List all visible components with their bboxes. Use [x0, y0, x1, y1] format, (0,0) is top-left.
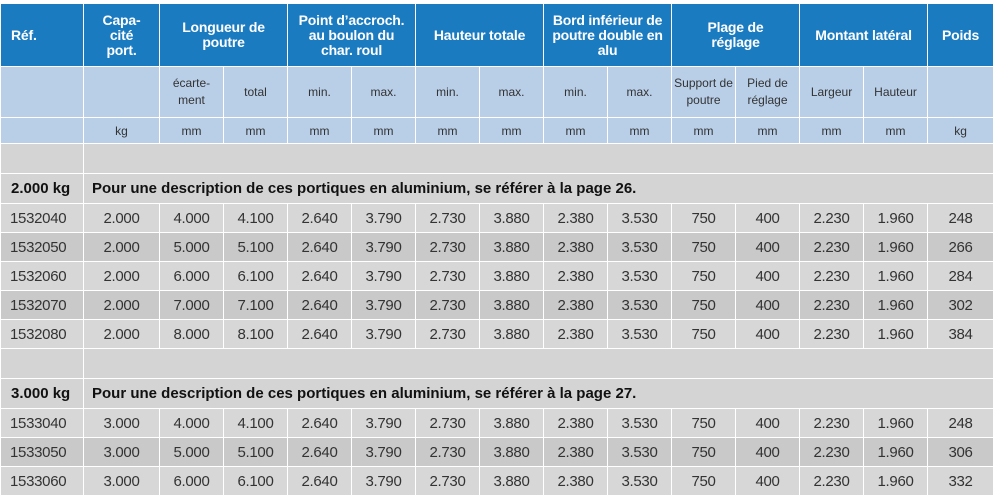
data-cell: 3.790	[352, 409, 416, 438]
table-row	[1, 438, 993, 467]
data-cell: 400	[736, 467, 800, 496]
data-cell: 2.230	[800, 291, 864, 320]
unit-cell: kg	[928, 118, 993, 144]
group-capacity-label: 2.000 kg	[1, 174, 84, 204]
data-cell: 6.100	[224, 262, 288, 291]
ref-cell: 1532060	[1, 262, 84, 291]
data-cell: 3.880	[480, 233, 544, 262]
data-cell: 400	[736, 262, 800, 291]
data-cell: 5.100	[224, 233, 288, 262]
data-cell: 3.000	[84, 409, 160, 438]
header-hauteur-totale: Hauteur totale	[416, 4, 544, 67]
unit-cell: mm	[544, 118, 608, 144]
data-cell: 2.730	[416, 262, 480, 291]
unit-cell: mm	[736, 118, 800, 144]
header-ref: Réf.	[1, 4, 84, 67]
data-cell: 5.000	[160, 438, 224, 467]
header-capacite-label: Capa-cité port.	[97, 13, 147, 58]
data-cell: 3.530	[608, 438, 672, 467]
subheader-total: total	[224, 67, 288, 118]
header-capacite	[84, 4, 160, 67]
data-cell: 2.640	[288, 291, 352, 320]
header-plage-reglage	[672, 4, 800, 67]
data-cell: 2.640	[288, 204, 352, 233]
data-cell: 1.960	[864, 204, 928, 233]
subheader-row	[1, 67, 993, 118]
unit-cell: mm	[800, 118, 864, 144]
data-cell: 750	[672, 262, 736, 291]
data-cell: 3.790	[352, 291, 416, 320]
data-cell: 2.640	[288, 438, 352, 467]
data-cell: 6.100	[224, 467, 288, 496]
subheader-empty-capacite	[84, 67, 160, 118]
data-cell: 3.530	[608, 204, 672, 233]
data-cell: 3.530	[608, 467, 672, 496]
data-cell: 4.100	[224, 409, 288, 438]
table-row	[1, 262, 993, 291]
data-cell: 400	[736, 320, 800, 349]
data-cell: 1.960	[864, 233, 928, 262]
data-cell: 2.000	[84, 204, 160, 233]
data-cell: 3.790	[352, 467, 416, 496]
data-cell: 3.000	[84, 438, 160, 467]
data-cell: 2.730	[416, 409, 480, 438]
header-longueur	[160, 4, 288, 67]
data-cell: 2.230	[800, 233, 864, 262]
subheader-hauteur-max: max.	[480, 67, 544, 118]
data-cell: 3.790	[352, 233, 416, 262]
data-cell: 6.000	[160, 262, 224, 291]
table-row	[1, 291, 993, 320]
spacer-cell	[84, 349, 993, 379]
table-row	[1, 320, 993, 349]
table-body	[1, 144, 993, 496]
units-row	[1, 118, 993, 144]
data-cell: 284	[928, 262, 993, 291]
ref-cell: 1533050	[1, 438, 84, 467]
unit-cell: mm	[224, 118, 288, 144]
data-cell: 3.880	[480, 320, 544, 349]
data-cell: 2.380	[544, 233, 608, 262]
data-cell: 2.380	[544, 262, 608, 291]
subheader-bord-min: min.	[544, 67, 608, 118]
data-cell: 302	[928, 291, 993, 320]
header-bord-label: Bord inférieur de poutre double en alu	[549, 13, 667, 58]
group-description: Pour une description de ces portiques en aluminium, se référer à la page 26.	[84, 174, 993, 204]
data-cell: 3.790	[352, 262, 416, 291]
data-cell: 2.380	[544, 320, 608, 349]
subheader-empty-poids	[928, 67, 993, 118]
data-cell: 2.000	[84, 320, 160, 349]
unit-cell: mm	[416, 118, 480, 144]
subheader-largeur: Largeur	[800, 67, 864, 118]
data-cell: 3.000	[84, 467, 160, 496]
data-cell: 4.000	[160, 204, 224, 233]
ref-cell: 1532050	[1, 233, 84, 262]
subheader-hauteur: Hauteur	[864, 67, 928, 118]
data-cell: 3.530	[608, 233, 672, 262]
spacer-cell	[1, 144, 84, 174]
unit-cell: mm	[672, 118, 736, 144]
data-cell: 3.880	[480, 438, 544, 467]
data-cell: 5.100	[224, 438, 288, 467]
data-cell: 2.380	[544, 204, 608, 233]
data-cell: 2.000	[84, 291, 160, 320]
data-cell: 2.380	[544, 438, 608, 467]
header-poids: Poids	[928, 4, 993, 67]
data-cell: 8.100	[224, 320, 288, 349]
data-cell: 750	[672, 291, 736, 320]
data-cell: 248	[928, 204, 993, 233]
subheader-bord-max: max.	[608, 67, 672, 118]
header-plage-label: Plage de réglage	[696, 20, 776, 50]
data-cell: 3.880	[480, 262, 544, 291]
table-row	[1, 409, 993, 438]
data-cell: 2.730	[416, 467, 480, 496]
data-cell: 2.640	[288, 233, 352, 262]
data-cell: 750	[672, 320, 736, 349]
data-cell: 6.000	[160, 467, 224, 496]
data-cell: 2.230	[800, 409, 864, 438]
data-cell: 750	[672, 438, 736, 467]
data-cell: 750	[672, 467, 736, 496]
data-cell: 3.880	[480, 204, 544, 233]
data-cell: 4.100	[224, 204, 288, 233]
data-cell: 7.000	[160, 291, 224, 320]
data-cell: 3.530	[608, 291, 672, 320]
subheader-ecartement-label: écarte-ment	[170, 75, 214, 109]
data-cell: 3.790	[352, 204, 416, 233]
data-cell: 2.730	[416, 438, 480, 467]
header-point-label: Point d’accroch. au boulon du char. roul	[293, 13, 411, 58]
data-cell: 2.380	[544, 467, 608, 496]
data-cell: 1.960	[864, 291, 928, 320]
data-cell: 248	[928, 409, 993, 438]
data-cell: 3.530	[608, 409, 672, 438]
unit-cell: mm	[352, 118, 416, 144]
header-longueur-label: Longueur de poutre	[174, 20, 274, 50]
data-cell: 8.000	[160, 320, 224, 349]
data-cell: 2.230	[800, 320, 864, 349]
data-cell: 266	[928, 233, 993, 262]
data-cell: 2.230	[800, 262, 864, 291]
data-cell: 2.730	[416, 233, 480, 262]
data-cell: 2.730	[416, 204, 480, 233]
subheader-empty-ref	[1, 67, 84, 118]
data-cell: 1.960	[864, 320, 928, 349]
data-cell: 3.790	[352, 320, 416, 349]
data-cell: 2.230	[800, 204, 864, 233]
spacer-row	[1, 144, 993, 174]
data-cell: 306	[928, 438, 993, 467]
data-cell: 750	[672, 204, 736, 233]
data-cell: 2.000	[84, 233, 160, 262]
data-cell: 750	[672, 409, 736, 438]
data-cell: 400	[736, 204, 800, 233]
table-row	[1, 233, 993, 262]
table-row	[1, 467, 993, 496]
subheader-ecartement	[160, 67, 224, 118]
data-cell: 384	[928, 320, 993, 349]
data-cell: 3.530	[608, 320, 672, 349]
data-cell: 3.880	[480, 291, 544, 320]
data-cell: 1.960	[864, 438, 928, 467]
data-cell: 2.380	[544, 409, 608, 438]
unit-cell: mm	[288, 118, 352, 144]
data-cell: 1.960	[864, 262, 928, 291]
spacer-cell	[84, 144, 993, 174]
data-cell: 3.880	[480, 467, 544, 496]
data-cell: 3.880	[480, 409, 544, 438]
subheader-pied-label: Pied de réglage	[743, 75, 793, 109]
unit-cell: mm	[160, 118, 224, 144]
data-cell: 400	[736, 291, 800, 320]
group-description: Pour une description de ces portiques en aluminium, se référer à la page 27.	[84, 379, 993, 409]
data-cell: 7.100	[224, 291, 288, 320]
subheader-point-min: min.	[288, 67, 352, 118]
data-cell: 2.000	[84, 262, 160, 291]
ref-cell: 1533040	[1, 409, 84, 438]
unit-cell	[1, 118, 84, 144]
data-cell: 400	[736, 233, 800, 262]
data-cell: 5.000	[160, 233, 224, 262]
data-cell: 2.730	[416, 320, 480, 349]
data-cell: 3.530	[608, 262, 672, 291]
data-cell: 2.640	[288, 467, 352, 496]
data-cell: 1.960	[864, 467, 928, 496]
subheader-hauteur-min: min.	[416, 67, 480, 118]
subheader-support-label: Support de poutre	[674, 75, 734, 109]
spacer-cell	[1, 349, 84, 379]
spacer-row	[1, 349, 993, 379]
data-cell: 2.230	[800, 467, 864, 496]
unit-cell: mm	[864, 118, 928, 144]
group-capacity-label: 3.000 kg	[1, 379, 84, 409]
subheader-support-poutre	[672, 67, 736, 118]
data-cell: 4.000	[160, 409, 224, 438]
data-cell: 400	[736, 438, 800, 467]
subheader-pied-reglage	[736, 67, 800, 118]
group-header-row	[1, 174, 993, 204]
data-cell: 2.380	[544, 291, 608, 320]
data-cell: 1.960	[864, 409, 928, 438]
unit-cell: mm	[608, 118, 672, 144]
data-cell: 750	[672, 233, 736, 262]
data-cell: 2.730	[416, 291, 480, 320]
data-cell: 332	[928, 467, 993, 496]
header-montant-lateral: Montant latéral	[800, 4, 928, 67]
spec-table	[0, 3, 993, 496]
ref-cell: 1532080	[1, 320, 84, 349]
header-row	[1, 4, 993, 67]
data-cell: 2.640	[288, 262, 352, 291]
unit-cell: mm	[480, 118, 544, 144]
group-header-row	[1, 379, 993, 409]
data-cell: 2.640	[288, 320, 352, 349]
subheader-point-max: max.	[352, 67, 416, 118]
header-bord-inferieur	[544, 4, 672, 67]
ref-cell: 1533060	[1, 467, 84, 496]
header-point-accroche	[288, 4, 416, 67]
data-cell: 400	[736, 409, 800, 438]
unit-cell: kg	[84, 118, 160, 144]
data-cell: 2.230	[800, 438, 864, 467]
ref-cell: 1532070	[1, 291, 84, 320]
ref-cell: 1532040	[1, 204, 84, 233]
table-row	[1, 204, 993, 233]
data-cell: 2.640	[288, 409, 352, 438]
data-cell: 3.790	[352, 438, 416, 467]
